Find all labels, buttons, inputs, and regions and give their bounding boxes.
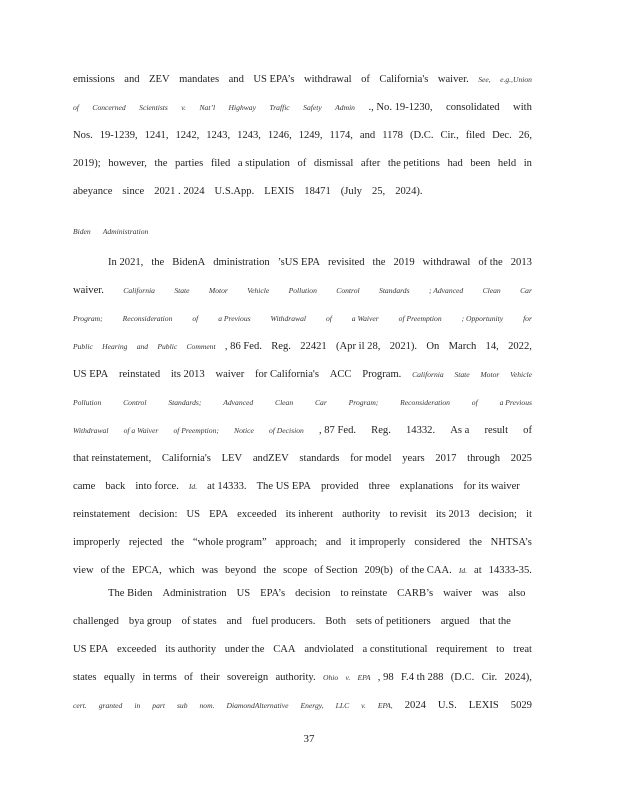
word: of the: [478, 257, 503, 268]
word: years: [402, 453, 425, 464]
citation-word: Standards;: [168, 398, 202, 407]
word: Nos.: [73, 130, 93, 141]
word: for California's: [254, 369, 319, 380]
word: for its waiver: [463, 481, 520, 492]
word: that reinstatement,: [73, 453, 152, 464]
word: considered: [414, 537, 461, 548]
word: 5029: [510, 700, 532, 711]
citation-word: Reconsideration: [400, 398, 450, 407]
word: and: [228, 74, 244, 85]
word: and: [359, 130, 376, 141]
citation-word: v.: [181, 103, 187, 112]
word: March: [448, 341, 477, 352]
citation-word: cert.: [73, 701, 87, 710]
citation-word: of Preemption;: [173, 426, 219, 435]
citation-word: State: [454, 370, 470, 379]
word: decision:: [139, 509, 178, 520]
word: , 87 Fed.: [318, 425, 357, 436]
word: had: [447, 158, 463, 169]
citation-word: See,: [478, 75, 491, 84]
word: CAA: [273, 644, 296, 655]
word: revisited: [328, 257, 365, 268]
word: of the CAA.: [399, 565, 452, 576]
word: decision;: [478, 509, 517, 520]
citation-word: Motor: [208, 286, 228, 295]
word: 1174,: [329, 130, 353, 141]
citation-word: Vehicle: [247, 286, 270, 295]
citation-word: Program;: [348, 398, 379, 407]
word: standards: [299, 453, 340, 464]
word: Dec.: [492, 130, 512, 141]
word: the: [263, 565, 277, 576]
word: “whole program”: [192, 537, 267, 548]
citation-word: ; Opportunity: [461, 314, 504, 323]
word: three: [368, 481, 390, 492]
word: since: [122, 186, 145, 197]
word: 1249,: [298, 130, 323, 141]
word: 1178: [382, 130, 403, 141]
word: a stipulation: [237, 158, 290, 169]
word: 2024).: [395, 186, 423, 197]
word: with: [513, 102, 532, 113]
word: a constitutional: [362, 644, 428, 655]
citation-word: v.: [361, 701, 366, 710]
word: U.S.App.: [214, 186, 255, 197]
citation-word: e.g.,Union: [500, 75, 532, 84]
citation-word: Id.: [188, 482, 198, 491]
word: to: [496, 644, 505, 655]
citation-word: State: [174, 286, 190, 295]
citation-word: LLC: [335, 701, 350, 710]
text-line: [108, 586, 532, 601]
word: view: [73, 565, 94, 576]
word: also: [508, 588, 526, 599]
citation-word: Motor: [480, 370, 500, 379]
word: EPCA,: [131, 565, 162, 576]
citation-word: Energy,: [300, 701, 324, 710]
word: 2021 . 2024: [154, 186, 205, 197]
word: ’sUS EPA: [277, 257, 321, 268]
word: exceeded: [116, 644, 157, 655]
word: 1243,: [237, 130, 261, 141]
word: Cir.,: [440, 130, 459, 141]
word: was: [201, 565, 219, 576]
citation-word: Control: [123, 398, 147, 407]
word: The Biden: [108, 588, 153, 599]
word: parties: [175, 158, 204, 169]
word: rejected: [128, 537, 163, 548]
citation-word: Car: [520, 286, 532, 295]
word: sets of petitioners: [356, 616, 431, 627]
text-line: [73, 128, 532, 143]
word: of: [361, 74, 370, 85]
citation-word: of a Waiver: [123, 426, 159, 435]
word: their: [200, 672, 220, 683]
word: authority: [342, 509, 381, 520]
word: BidenA: [172, 257, 206, 268]
citation-word: in: [134, 701, 141, 710]
citation-word: ; Advanced: [428, 286, 464, 295]
word: dministration: [213, 257, 270, 268]
word: reinstated: [118, 369, 161, 380]
word: to reinstate: [340, 588, 388, 599]
word: equally: [103, 672, 136, 683]
citation-word: Concerned: [92, 103, 126, 112]
word: LEXIS: [468, 700, 499, 711]
word: (July: [340, 186, 362, 197]
word: it improperly: [349, 537, 406, 548]
word: 2024),: [504, 672, 532, 683]
citation-word: Public: [157, 342, 178, 351]
word: beyond: [225, 565, 257, 576]
word: of Section: [314, 565, 358, 576]
word: filed: [210, 158, 231, 169]
word: As a: [450, 425, 470, 436]
citation-word: Advanced: [223, 398, 254, 407]
citation-word: a Previous: [499, 398, 532, 407]
citation-word: Traffic: [269, 103, 290, 112]
citation-word: of Preemption: [398, 314, 442, 323]
citation-word: Scientists: [139, 103, 168, 112]
word: and: [124, 74, 140, 85]
text-line: [73, 535, 532, 550]
word: 19-1239,: [99, 130, 138, 141]
word: In 2021,: [108, 257, 144, 268]
word: been: [470, 158, 491, 169]
word: mandates: [179, 74, 220, 85]
word: through: [467, 453, 501, 464]
word: On: [426, 341, 440, 352]
word: 1242,: [175, 130, 200, 141]
word: LEV: [221, 453, 243, 464]
word: 14333-35.: [488, 565, 532, 576]
word: in terms: [142, 672, 177, 683]
word: filed: [465, 130, 486, 141]
citation-word: Car: [314, 398, 327, 407]
word: the: [468, 537, 482, 548]
word: challenged: [73, 616, 119, 627]
citation-word: Standards: [379, 286, 410, 295]
citation-word: of Decision: [269, 426, 304, 435]
text-line: [73, 563, 532, 578]
word: reinstatement: [73, 509, 131, 520]
citation-word: Id.: [458, 566, 468, 575]
word: US: [186, 509, 200, 520]
word: provided: [320, 481, 359, 492]
text-line: [73, 367, 532, 382]
citation-word: Ohio: [323, 673, 339, 682]
word: US: [236, 588, 251, 599]
word: the: [151, 257, 165, 268]
citation-word: DiamondAlternative: [226, 701, 289, 710]
word: of: [297, 158, 307, 169]
word: decision: [295, 588, 331, 599]
word: ZEV: [149, 74, 170, 85]
text-line: [73, 451, 532, 466]
citation-word: part: [152, 701, 165, 710]
citation-word: Reconsideration: [122, 314, 173, 323]
word: ACC: [329, 369, 352, 380]
word: andZEV: [252, 453, 289, 464]
word: EPA: [209, 509, 229, 520]
text-line: [73, 395, 532, 410]
word: approach;: [275, 537, 318, 548]
citation-word: Highway: [228, 103, 256, 112]
citation-word: California: [412, 370, 444, 379]
citation-word: of: [471, 398, 478, 407]
heading-word: Administration: [102, 227, 149, 236]
text-line: [73, 423, 532, 438]
word: , 86 Fed.: [224, 341, 262, 352]
word: LEXIS: [264, 186, 295, 197]
word: it: [526, 509, 532, 520]
word: CARB’s: [397, 588, 434, 599]
word: F.4 th 288: [401, 672, 444, 683]
word: abeyance: [73, 186, 113, 197]
word: scope: [283, 565, 308, 576]
word: was: [481, 588, 499, 599]
word: consolidated: [446, 102, 500, 113]
word: , 98: [377, 672, 394, 683]
word: NHTSA’s: [490, 537, 532, 548]
word: the: [372, 257, 386, 268]
word: (D.C.: [409, 130, 434, 141]
word: bya group: [128, 616, 172, 627]
word: its 2013: [435, 509, 470, 520]
word: which: [168, 565, 195, 576]
word: Reg.: [371, 425, 391, 436]
word: 2019: [393, 257, 415, 268]
word: after: [360, 158, 381, 169]
word: requirement: [436, 644, 488, 655]
word: of states: [181, 616, 217, 627]
citation-word: Hearing: [102, 342, 128, 351]
citation-word: Safety: [303, 103, 322, 112]
word: US EPA’s: [253, 74, 295, 85]
text-line: [73, 339, 532, 354]
word: 2017: [435, 453, 457, 464]
text-line: [73, 100, 532, 115]
text-line: [73, 642, 532, 657]
word: Cir.: [481, 672, 498, 683]
word: 2019);: [73, 158, 101, 169]
citation-word: EPA: [357, 673, 371, 682]
word: The US EPA: [256, 481, 311, 492]
word: 1243,: [206, 130, 231, 141]
word: held: [497, 158, 517, 169]
citation-word: Vehicle: [510, 370, 532, 379]
word: waiver.: [437, 74, 469, 85]
word: 2024: [404, 700, 426, 711]
word: Both: [325, 616, 347, 627]
word: under the: [224, 644, 265, 655]
word: 2021).: [389, 341, 418, 352]
word: at: [474, 565, 482, 576]
word: 18471: [304, 186, 331, 197]
word: exceeded: [237, 509, 277, 520]
citation-word: Control: [336, 286, 360, 295]
citation-word: of: [73, 103, 79, 112]
word: withdrawal: [303, 74, 352, 85]
word: the: [171, 537, 185, 548]
text-line: [73, 283, 532, 298]
word: Reg.: [271, 341, 291, 352]
text-line: [73, 479, 532, 494]
text-line: [73, 614, 532, 629]
text-line: [73, 670, 532, 685]
citation-word: nom.: [199, 701, 215, 710]
word: waiver: [215, 369, 245, 380]
citation-word: EPA,: [377, 701, 393, 710]
word: that the: [479, 616, 511, 627]
word: of: [523, 425, 532, 436]
citation-word: of: [325, 314, 332, 323]
word: (Apr il 28,: [336, 341, 381, 352]
text-line: [73, 72, 532, 87]
citation-word: Nat’l: [199, 103, 216, 112]
word: waiver.: [73, 285, 104, 296]
section-heading: [73, 227, 160, 236]
citation-word: Program;: [73, 314, 103, 323]
word: and: [226, 616, 242, 627]
citation-word: a Waiver: [351, 314, 379, 323]
word: 22421: [300, 341, 327, 352]
word: however,: [108, 158, 147, 169]
citation-word: granted: [98, 701, 123, 710]
text-line: [73, 698, 532, 713]
text-line: [73, 156, 532, 171]
text-line: [73, 184, 532, 199]
word: 2022,: [508, 341, 532, 352]
word: of the: [100, 565, 125, 576]
word: its inherent: [285, 509, 334, 520]
citation-word: Comment: [186, 342, 216, 351]
word: andviolated: [304, 644, 354, 655]
word: result: [484, 425, 509, 436]
word: California's: [161, 453, 211, 464]
word: (D.C.: [450, 672, 475, 683]
word: 14,: [485, 341, 499, 352]
word: its authority: [165, 644, 217, 655]
word: withdrawal: [422, 257, 471, 268]
citation-word: Pollution: [73, 398, 102, 407]
word: states: [73, 672, 97, 683]
word: EPA’s: [260, 588, 286, 599]
text-line: [73, 507, 532, 522]
word: of: [184, 672, 193, 683]
citation-word: Pollution: [288, 286, 317, 295]
text-line: [73, 311, 532, 326]
citation-word: Admin: [335, 103, 355, 112]
citation-word: Clean: [275, 398, 294, 407]
word: at 14333.: [207, 481, 247, 492]
word: U.S.: [437, 700, 457, 711]
citation-word: and: [136, 342, 149, 351]
word: 25,: [371, 186, 386, 197]
citation-word: Clean: [482, 286, 501, 295]
word: in: [523, 158, 532, 169]
word: 2025: [510, 453, 532, 464]
word: the petitions: [387, 158, 440, 169]
citation-word: California: [123, 286, 155, 295]
word: ., No. 19-1230,: [368, 102, 433, 113]
word: Administration: [162, 588, 227, 599]
word: and: [325, 537, 342, 548]
word: Program.: [362, 369, 402, 380]
word: waiver: [443, 588, 472, 599]
word: authority.: [275, 672, 316, 683]
citation-word: sub: [176, 701, 188, 710]
word: 1246,: [267, 130, 292, 141]
word: 26,: [518, 130, 532, 141]
word: explanations: [399, 481, 454, 492]
word: for model: [350, 453, 392, 464]
word: its 2013: [170, 369, 205, 380]
word: treat: [513, 644, 532, 655]
citation-word: of: [192, 314, 199, 323]
citation-word: v.: [345, 673, 351, 682]
word: 14332.: [405, 425, 436, 436]
word: 209(b): [364, 565, 393, 576]
page-number: 37: [303, 733, 315, 745]
citation-word: Withdrawal: [73, 426, 109, 435]
word: back: [105, 481, 126, 492]
citation-word: for: [523, 314, 532, 323]
word: dismissal: [313, 158, 354, 169]
word: sovereign: [226, 672, 269, 683]
word: the: [154, 158, 168, 169]
word: US EPA: [73, 369, 109, 380]
word: improperly: [73, 537, 121, 548]
word: fuel producers.: [251, 616, 316, 627]
citation-word: a Previous: [218, 314, 251, 323]
citation-word: Public: [73, 342, 93, 351]
word: came: [73, 481, 96, 492]
text-line: [108, 255, 532, 270]
word: 2013: [510, 257, 532, 268]
citation-word: Notice: [234, 426, 254, 435]
word: emissions: [73, 74, 115, 85]
word: US EPA: [73, 644, 109, 655]
heading-word: Biden: [73, 227, 91, 236]
word: to revisit: [389, 509, 427, 520]
word: California's: [379, 74, 429, 85]
word: into force.: [135, 481, 179, 492]
citation-word: Withdrawal: [270, 314, 306, 323]
word: 1241,: [144, 130, 169, 141]
word: argued: [440, 616, 470, 627]
